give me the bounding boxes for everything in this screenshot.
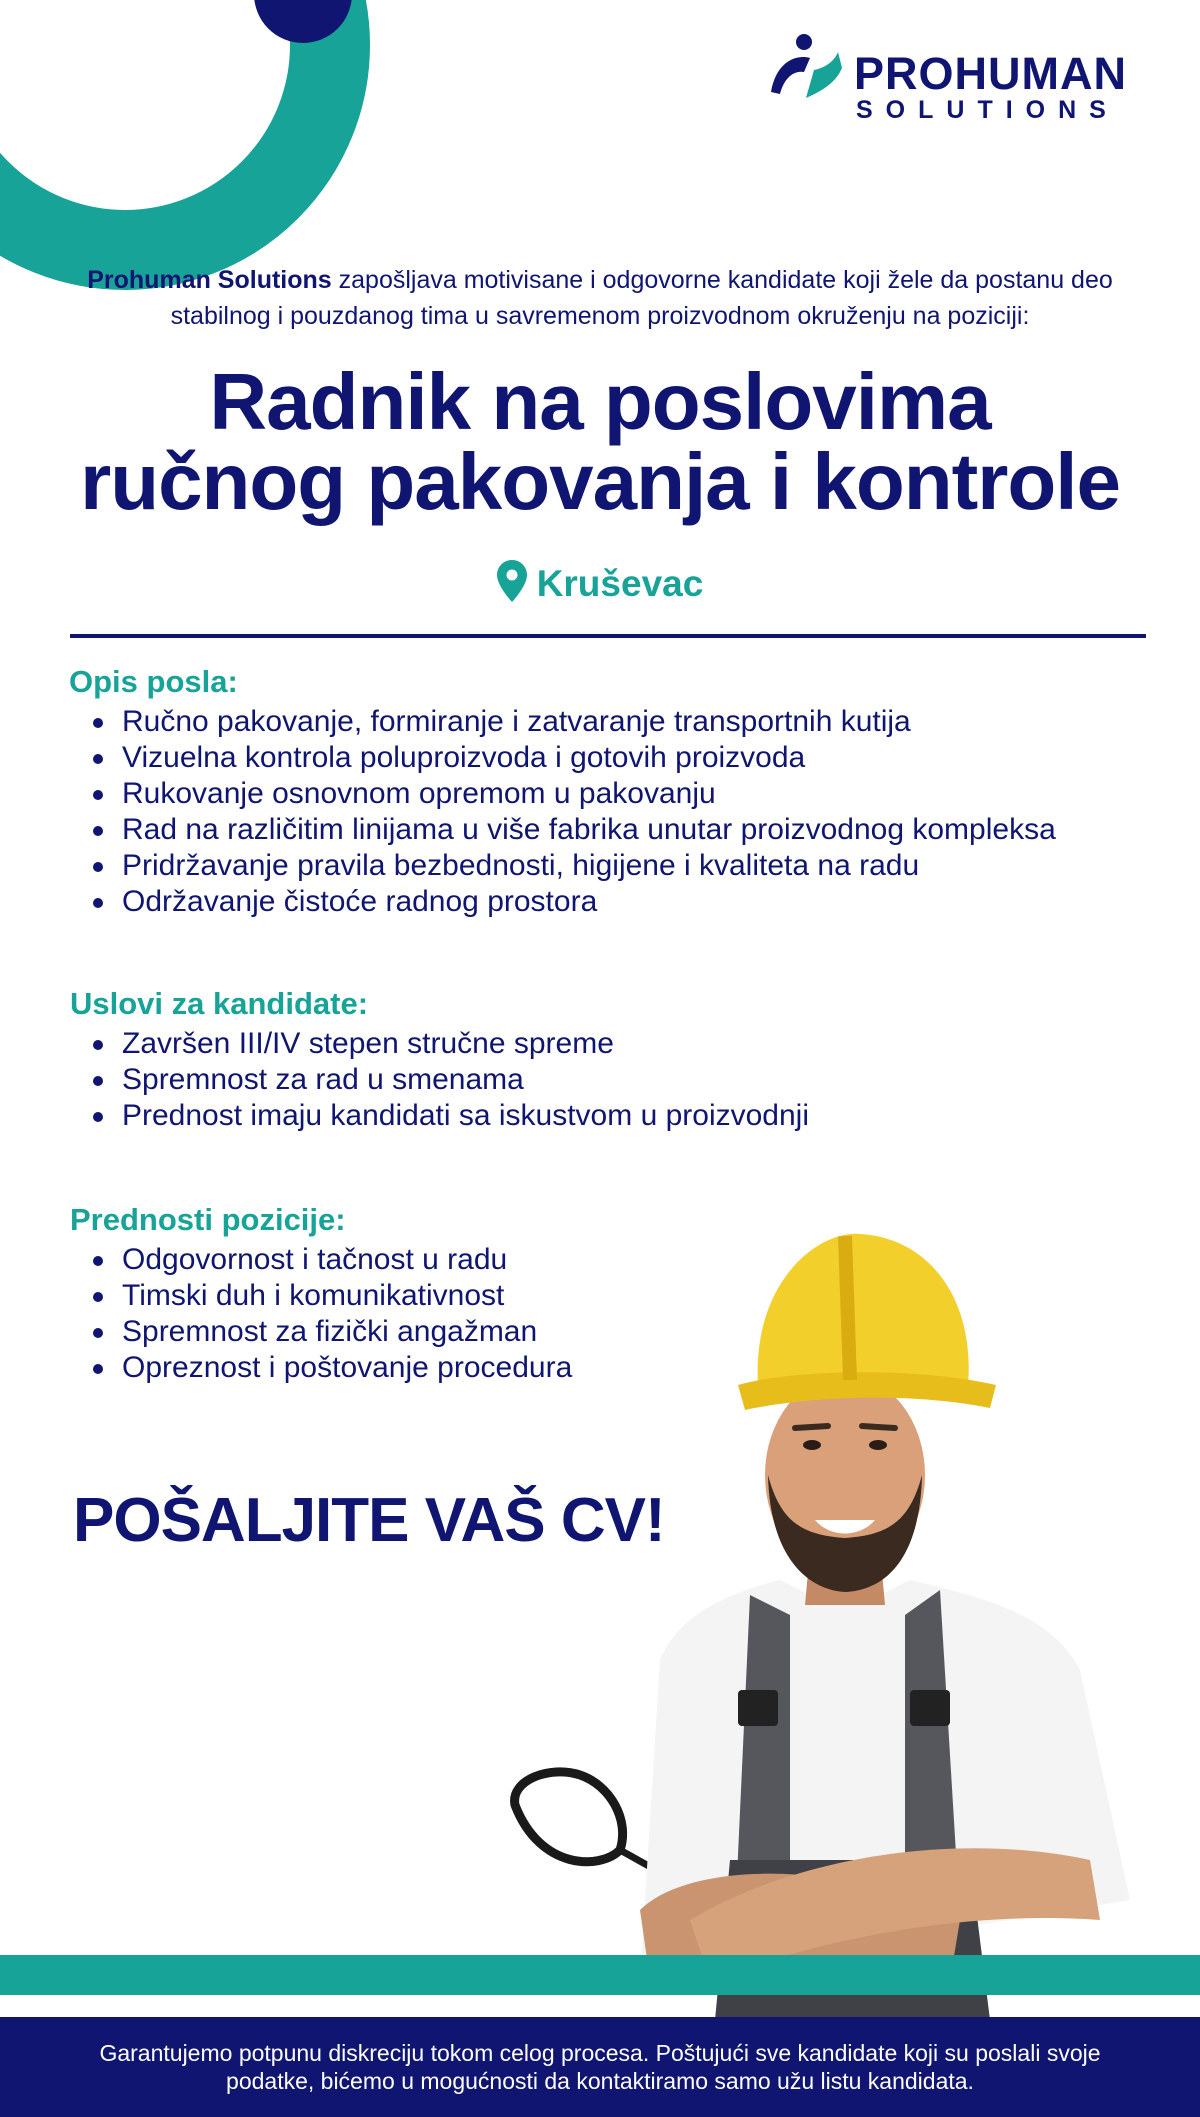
divider-line [70,634,1146,638]
footer [0,2017,1200,2117]
requirements-item: Završen III/IV stepen stručne spreme [69,1026,1170,1062]
duties-item: Održavanje čistoće radnog prostora [69,884,1169,920]
job-title-line-2: ručnog pakovanja i kontrole [80,437,1120,526]
job-location [0,560,1200,605]
location-text: Kruševac [536,563,704,604]
logo-wordmark-solutions: SOLUTIONS [856,96,1119,124]
benefits-item: Spremnost za fizički angažman [69,1314,770,1350]
duties-item: Rad na različitim linijama u više fabrika unutar proizvodnog kompleksa [69,812,1169,848]
benefits-item: Timski duh i komunikativnost [69,1278,770,1314]
map-pin-icon [497,560,527,602]
intro-paragraph [70,262,1130,334]
duties-title: Opis posla: [69,664,238,699]
intro-text: zapošljava motivisane i odgovorne kandidate koji žele da postanu deo stabilnog i pouzdanog tima u savremenom proizvodnom okruženju na poziciji: [170,266,1113,330]
benefits-item: Odgovornost i tačnost u radu [69,1242,770,1278]
requirements-item: Spremnost za rad u smenama [69,1062,1170,1098]
intro-company-name: Prohuman Solutions [87,266,332,294]
decorative-teal-ring [0,0,370,290]
job-title [30,357,1170,526]
requirements-section [70,986,1170,1134]
benefits-item: Opreznost i poštovanje procedura [69,1350,770,1386]
duties-item: Rukovanje osnovnom opremom u pakovanju [69,776,1169,812]
requirements-title: Uslovi za kandidate: [70,986,369,1021]
logo-wordmark-prohuman: PROHUMAN [854,48,1127,99]
teal-band [0,1955,1200,1995]
logo-mark-icon [766,32,846,102]
duties-item: Pridržavanje pravila bezbednosti, higijene i kvaliteta na radu [69,848,1169,884]
worker-photo [490,1220,1170,2020]
prohuman-logo [766,32,1156,132]
footer-disclaimer: Garantujemo potpunu diskreciju tokom celog procesa. Poštujući sve kandidate koji su poslali svoje podatke, bićemo u mogućnosti da kontaktiramo samo užu listu kandidata. [99,2040,1101,2094]
duties-item: Ručno pakovanje, formiranje i zatvaranje transportnih kutija [69,704,1169,740]
requirements-item: Prednost imaju kandidati sa iskustvom u proizvodnji [69,1098,1170,1134]
job-title-line-1: Radnik na poslovima [209,357,991,446]
send-cv-heading: POŠALJITE VAŠ CV! [73,1486,665,1555]
duties-item: Vizuelna kontrola poluproizvoda i gotovih proizvoda [69,740,1169,776]
benefits-title: Prednosti pozicije: [70,1202,346,1237]
duties-section [69,664,1169,920]
